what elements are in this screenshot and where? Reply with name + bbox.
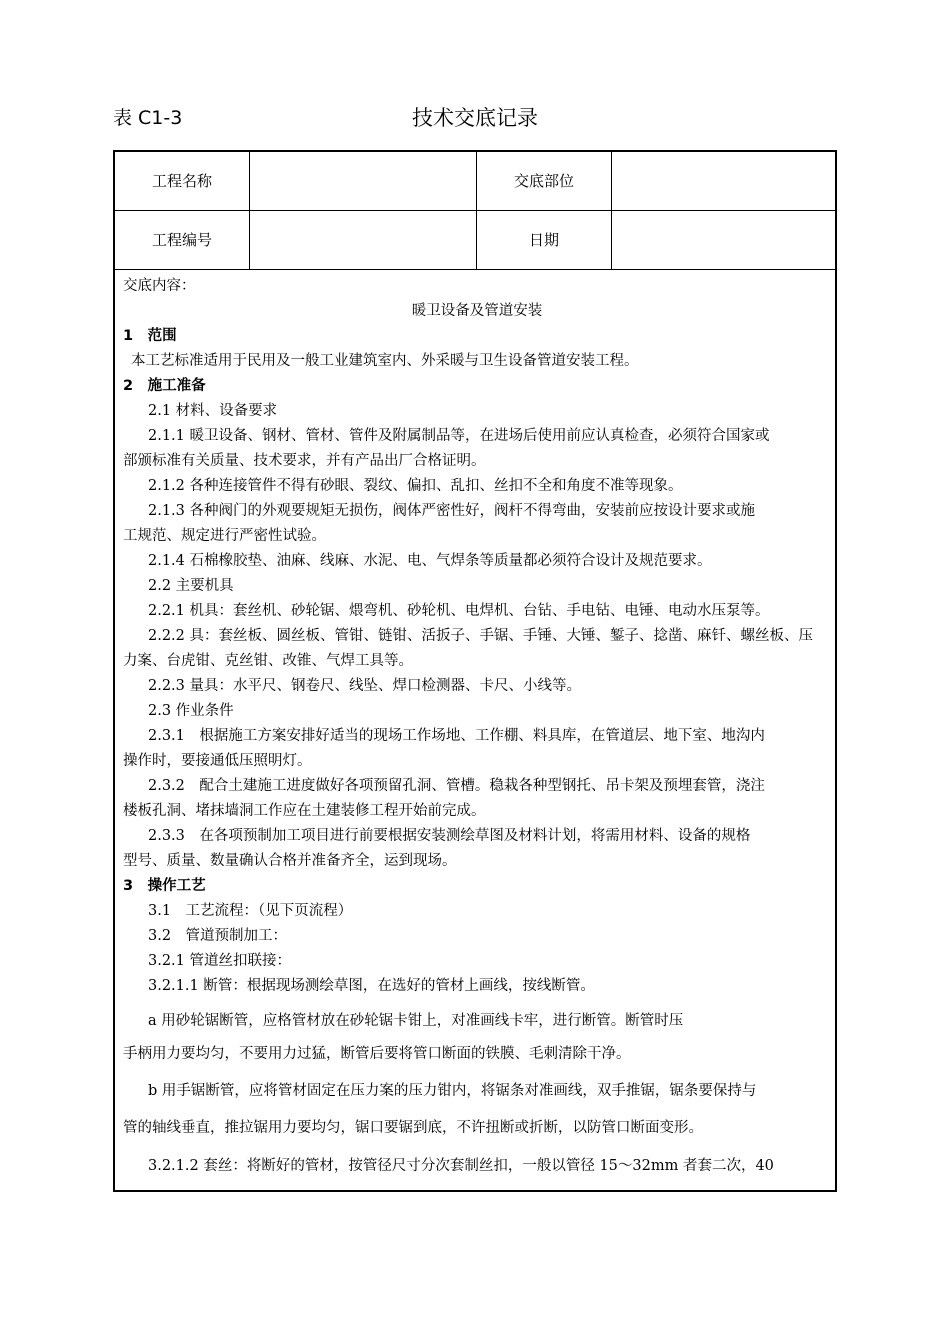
form-code: 表 C1-3 [113, 107, 183, 129]
text-line: 2.1.3 各种阀门的外观要规矩无损伤，阀体严密性好，阀杆不得弯曲，安装前应按设计要求或施 [148, 503, 755, 519]
text-line: 力案、台虎钳、克丝钳、改锥、气焊工具等。 [123, 653, 413, 669]
header-row-1 [115, 152, 835, 211]
text-line: 楼板孔洞、堵抹墙洞工作应在土建装修工程开始前完成。 [123, 803, 486, 819]
date-label: 日期 [477, 211, 612, 269]
text-line: 2.1.4 石棉橡胶垫、油麻、线麻、水泥、电、气焊条等质量都必须符合设计及规范要求。 [148, 553, 712, 569]
text-line: a 用砂轮锯断管，应格管材放在砂轮锯卡钳上，对准画线卡牢，进行断管。断管时压 [148, 1013, 684, 1029]
text-line: 3.2 管道预制加工： [148, 928, 288, 944]
text-line: 2.2 主要机具 [148, 578, 234, 594]
section-heading: 3 操作工艺 [123, 878, 206, 894]
text-line: 2.3.1 根据施工方案安排好适当的现场工作场地、工作棚、料具库，在管道层、地下室、地沟内 [148, 728, 765, 744]
text-line: 2.2.1 机具：套丝机、砂轮锯、煨弯机、砂轮机、电焊机、台钻、手电钻、电锤、电动水压泵等。 [148, 603, 770, 619]
text-line: 2.3 作业条件 [148, 703, 234, 719]
text-line: 2.2.2 具：套丝板、圆丝板、管钳、链钳、活扳子、手锯、手锤、大锤、錾子、捻凿、麻钎、螺丝板、压 [148, 628, 813, 644]
text-line: 工规范、规定进行严密性试验。 [123, 528, 326, 544]
project-number-field[interactable] [250, 211, 477, 269]
header-row-2 [115, 211, 835, 270]
location-field[interactable] [612, 152, 835, 210]
text-line: 部颁标准有关质量、技术要求，并有产品出厂合格证明。 [123, 453, 486, 469]
project-name-label: 工程名称 [115, 152, 250, 210]
text-line: 2.3.3 在各项预制加工项目进行前要根据安装测绘草图及材料计划，将需用材料、设备的规格 [148, 828, 751, 844]
section-heading: 1 范围 [123, 328, 177, 344]
disclosure-record-table [113, 150, 837, 1192]
project-number-label: 工程编号 [115, 211, 250, 269]
location-label: 交底部位 [477, 152, 612, 210]
text-line: 操作时，要接通低压照明灯。 [123, 753, 312, 769]
text-line: 2.1.1 暖卫设备、钢材、管材、管件及附属制品等，在进场后使用前应认真检查，必须符合国家或 [148, 428, 770, 444]
content-subtitle: 暖卫设备及管道安装 [411, 303, 543, 319]
text-line: 2.1 材料、设备要求 [148, 403, 278, 419]
text-line: 2.1.2 各种连接管件不得有砂眼、裂纹、偏扣、乱扣、丝扣不全和角度不准等现象。 [148, 478, 683, 494]
content-label: 交底内容： [123, 278, 196, 294]
document-title: 技术交底记录 [412, 106, 538, 130]
text-line: 管的轴线垂直，推拉锯用力要均匀，锯口要锯到底，不许扭断或折断，以防管口断面变形。 [123, 1120, 703, 1136]
text-line: 2.3.2 配合土建施工进度做好各项预留孔洞、管槽。稳栽各种型钢托、吊卡架及预埋套管，浇注 [148, 778, 765, 794]
text-line: 3.2.1.1 断管：根据现场测绘草图，在选好的管材上画线，按线断管。 [148, 978, 595, 994]
disclosure-content [123, 274, 831, 1185]
text-line: 2.2.3 量具：水平尺、钢卷尺、线坠、焊口检测器、卡尺、小线等。 [148, 678, 582, 694]
section-heading: 2 施工准备 [123, 378, 206, 394]
text-line: 本工艺标准适用于民用及一般工业建筑室内、外采暖与卫生设备管道安装工程。 [131, 353, 639, 369]
text-line: 3.2.1.2 套丝：将断好的管材，按管径尺寸分次套制丝扣，一般以管径 15～32mm 者套二次，40 [148, 1158, 774, 1174]
text-line: 手柄用力要均匀，不要用力过猛，断管后要将管口断面的铁膜、毛刺清除干净。 [123, 1046, 631, 1062]
project-name-field[interactable] [250, 152, 477, 210]
date-field[interactable] [612, 211, 835, 269]
text-line: 3.2.1 管道丝扣联接： [148, 953, 292, 969]
text-line: 型号、质量、数量确认合格并准备齐全，运到现场。 [123, 853, 457, 869]
text-line: b 用手锯断管，应将管材固定在压力案的压力钳内，将锯条对准画线，双手推锯，锯条要保持与 [148, 1083, 757, 1099]
text-line: 3.1 工艺流程：（见下页流程） [148, 903, 353, 919]
